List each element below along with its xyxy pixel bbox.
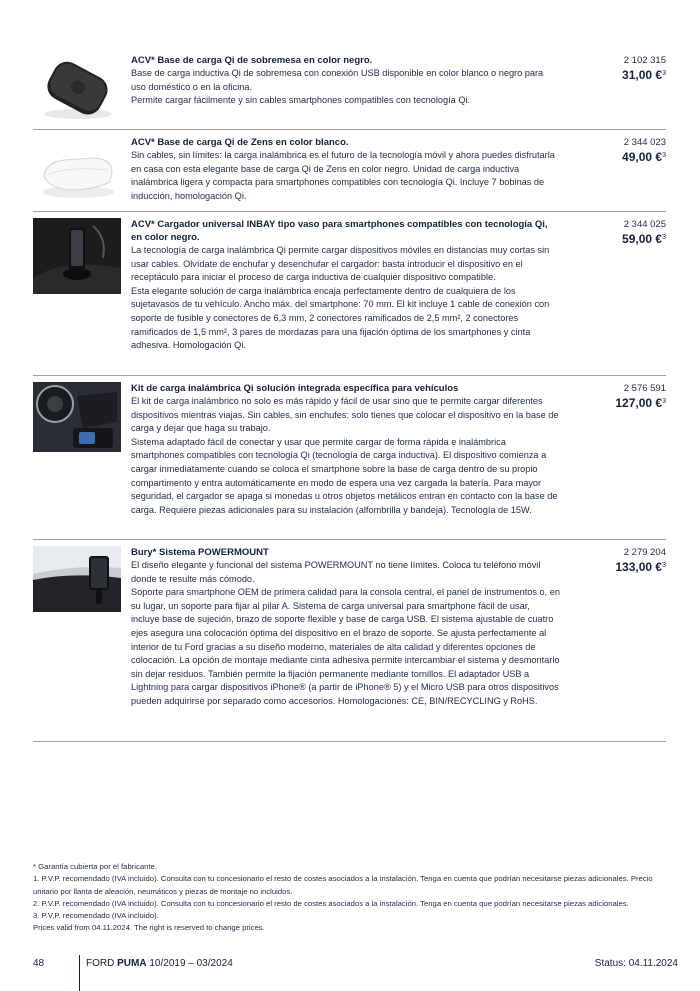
- footnote: 3. P.V.P. recomendado (IVA incluido).: [33, 911, 159, 921]
- product-image-powermount-holder: [33, 546, 121, 733]
- product-title: ACV* Base de carga Qi de Zens en color blanco.: [131, 137, 349, 148]
- footnote: 2. P.V.P. recomendado (IVA incluido). Consulta con tu concesionario el resto de costes asociados a la instalación. Tenga en cuenta que podrían necesitarse piezas adicionales.: [33, 898, 629, 908]
- footer-status: Status: 04.11.2024: [594, 958, 678, 969]
- footnote: Prices valid from 04.11.2024. The right is reserved to change prices.: [33, 923, 265, 933]
- product-code: 2 344 025: [623, 219, 666, 230]
- product-row: [33, 212, 666, 376]
- product-list: [33, 48, 666, 742]
- product-code: 2 102 315: [623, 55, 666, 66]
- product-row: [33, 130, 666, 212]
- product-code: 2 279 204: [623, 547, 666, 558]
- footnote: * Garantía cubierta por el fabricante.: [33, 862, 157, 871]
- product-description: Base de carga inductiva Qi de sobremesa con conexión USB disponible en color blanco o negro para uso doméstico o en la oficina. Permite cargar fácilmente y sin cables smartphones compatibles con tecnología Qi.: [131, 68, 544, 106]
- product-description: El diseño elegante y funcional del sistema POWERMOUNT no tiene límites. Coloca tu teléfono móvil donde te resulte más cómodo. Soporte para smartphone OEM de primera calidad para la consola central, el panel de instrumentos o, en su lugar, un soporte para fijar al pilar A. Sistema de carga universal para smartphone fácil de usar, incluye base de sujeción, brazo de soporte flexible y base de carga USB. El sistema ajustable de cuatro ejes asegura una colocación óptima del dispositivo en el brazo de soporte. Se ajusta perfectamente al interior de tu Ford gracias a su diseño moderno, materiales de alta calidad y diferentes opciones de colocación. La opción de montaje mediante cinta adhesiva permite intercambiar el sistema y desmontarlo sin dejar residuos. También permite la fijación permanente mediante tornillos. El adaptador USB a Lightning para cargar dispositivos iPhone® (a partir de iPhone® 5) y el Micro USB para otros dispositivos pueden adquirirse por separado como accesorios. Homologaciones: CE, BIN/RECYCLING y RoHS.: [131, 560, 560, 706]
- footer-model: FORD PUMA 10/2019 – 03/2024: [86, 958, 233, 969]
- product-image-white-charging-pad: [33, 136, 121, 203]
- page-footer: [33, 955, 678, 991]
- product-image-cupholder-charger: [33, 218, 121, 367]
- product-price: 127,00 €$^3$: [615, 396, 666, 410]
- product-description: El kit de carga inalámbrico no solo es más rápido y fácil de usar sino que te permite cargar diferentes dispositivos mientras viajas. Sin cables, sin enchufes: solo tienes que colocar el dispositivo en la base de carga y dejar que haga su trabajo. Sistema adaptado fácil de conectar y usar que permite cargar de forma rápida e inalámbrica smartphones compatibles con tecnología Qi (tecnología de carga inductiva). El dispositivo comienza a cargar inmediatamente cuando se coloca el smartphone sobre la base de carga dentro de su propio compartimento y entra automáticamente en modo de espera una vez cargada la batería. Para mayor seguridad, el cargador se apaga si monedas u otros objetos metálicos entran en contacto con la base de carga. Requiere piezas adicionales para su instalación (alfombrilla y bandeja). Tecnología de 15W.: [131, 396, 559, 515]
- product-code: 2 344 023: [623, 137, 666, 148]
- product-row: [33, 376, 666, 540]
- page-number: 48: [33, 958, 45, 969]
- product-description: La tecnología de carga inalámbrica Qi permite cargar dispositivos móviles en distancias muy cortas sin usar cables. Olvídate de enchufar y desenchufar el cargador: basta introducir el dispositivo en el receptáculo para iniciar el proceso de carga inductiva de cualquier dispositivo compatible. Esta elegante solución de carga inalámbrica encaja perfectamente dentro de cualquiera de los sujetavasos de tu vehículo. Ancho máx. del smartphone: 70 mm. El kit incluye 1 cable de conexión con soporte de fusible y conectores de 6,3 mm, 2 conectores ramificados de 2,5 mm², 2 conectores ramificados de 1,5 mm², 3 pares de mordazas para una fijación óptima de los smartphones y cinta adhesiva. Homologación Qi.: [131, 245, 550, 351]
- product-image-black-charging-pad: [33, 54, 121, 121]
- product-code: 2 576 591: [623, 383, 666, 394]
- product-price: 133,00 €$^3$: [615, 560, 666, 574]
- footer-divider: [79, 955, 80, 991]
- product-description: Sin cables, sin límites: la carga inalámbrica es el futuro de la tecnología móvil y ahora puedes disfrutarla en casa con esta elegante base de carga Qi de Zens en color negro. Unidad de carga inductiva inalámbrica ligera y compacta para smartphones compatibles con tecnología Qi. Incluye 7 bobinas de inducción, homologación Qi.: [131, 150, 555, 201]
- product-title: Bury* Sistema POWERMOUNT: [131, 547, 269, 558]
- product-image-integrated-charging-kit: [33, 382, 121, 531]
- product-row: [33, 540, 666, 742]
- footnotes: [33, 861, 673, 935]
- product-row: [33, 48, 666, 130]
- footnote: 1. P.V.P. recomendado (IVA incluido). Consulta con tu concesionario el resto de costes asociados a la instalación. Tenga en cuenta que podrían necesitarse piezas adicionales. Precio unitario por llanta de aleación, neumáticos y piezas de montaje no incluidos.: [33, 874, 653, 896]
- product-title: Kit de carga inalámbrica Qi solución integrada específica para vehículos: [131, 383, 459, 394]
- product-price: 31,00 €$^3$: [622, 68, 666, 82]
- product-title: ACV* Cargador universal INBAY tipo vaso para smartphones compatibles con tecnología Qi, en color negro.: [131, 219, 548, 243]
- product-price: 49,00 €$^3$: [622, 150, 666, 164]
- product-price: 59,00 €$^3$: [622, 232, 666, 246]
- product-title: ACV* Base de carga Qi de sobremesa en color negro.: [131, 55, 373, 66]
